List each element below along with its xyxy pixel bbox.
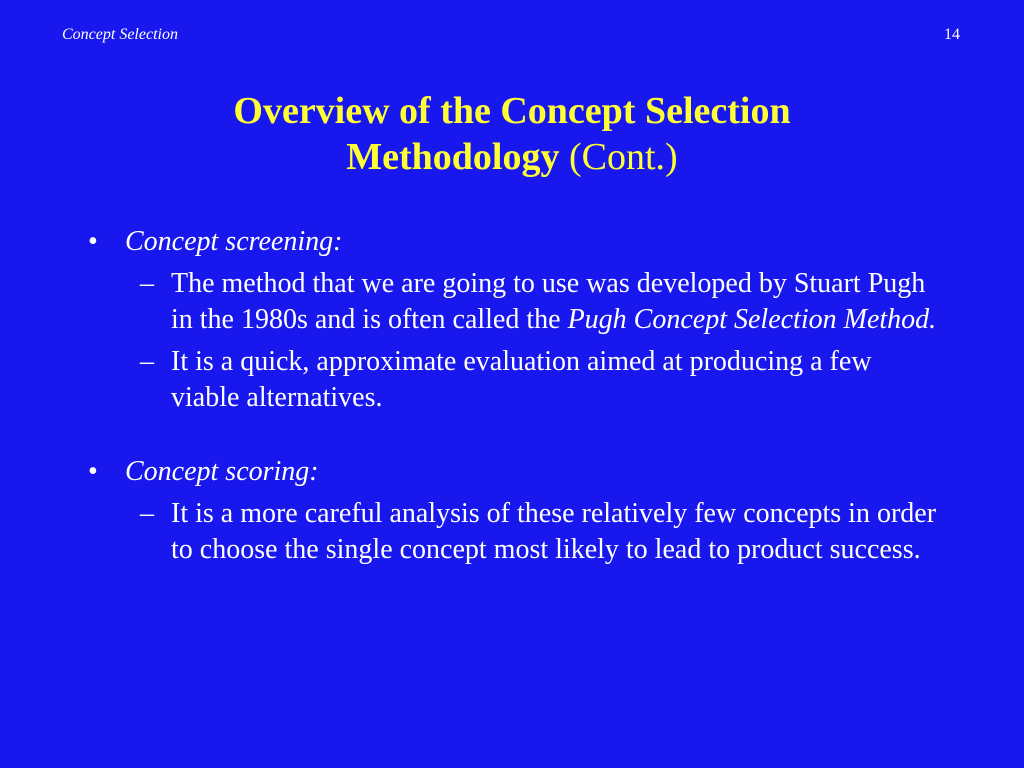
bullet-glyph: • xyxy=(88,226,98,257)
sub-bullet xyxy=(140,496,940,568)
slide-title xyxy=(60,88,964,180)
sub-bullet xyxy=(140,344,940,416)
sub-bullet-dash: – xyxy=(140,346,154,377)
sub-bullet-text-plain: The method that we are going to use was developed by Stuart Pugh in the 1980s and is often called the xyxy=(171,268,926,335)
sub-bullet-text: It is a quick, approximate evaluation aimed at producing a few viable alternatives. xyxy=(171,346,872,413)
sub-bullet-text: It is a more careful analysis of these relatively few concepts in order to choose the single concept most likely to lead to product success. xyxy=(171,498,937,565)
title-line-2-bold: Methodology xyxy=(346,136,560,178)
sub-bullet xyxy=(140,266,940,338)
spacer xyxy=(0,416,1024,454)
title-line-1: Overview of the Concept Selection xyxy=(233,90,791,132)
sub-bullet-text xyxy=(171,266,940,338)
bullet-concept-scoring xyxy=(90,454,1024,490)
title-line-2-normal: (Cont.) xyxy=(569,136,678,178)
sub-bullet-text-italic: Pugh Concept Selection Method. xyxy=(567,304,937,335)
bullet-concept-screening xyxy=(90,224,1024,260)
sub-bullet-dash: – xyxy=(140,498,154,529)
slide-content xyxy=(0,224,1024,568)
page-number: 14 xyxy=(944,26,960,43)
bullet-glyph: • xyxy=(88,456,98,487)
section-header: Concept Selection xyxy=(62,26,178,43)
bullet-label: Concept scoring: xyxy=(125,456,319,487)
bullet-label: Concept screening: xyxy=(125,226,343,257)
sub-bullet-dash: – xyxy=(140,268,154,299)
